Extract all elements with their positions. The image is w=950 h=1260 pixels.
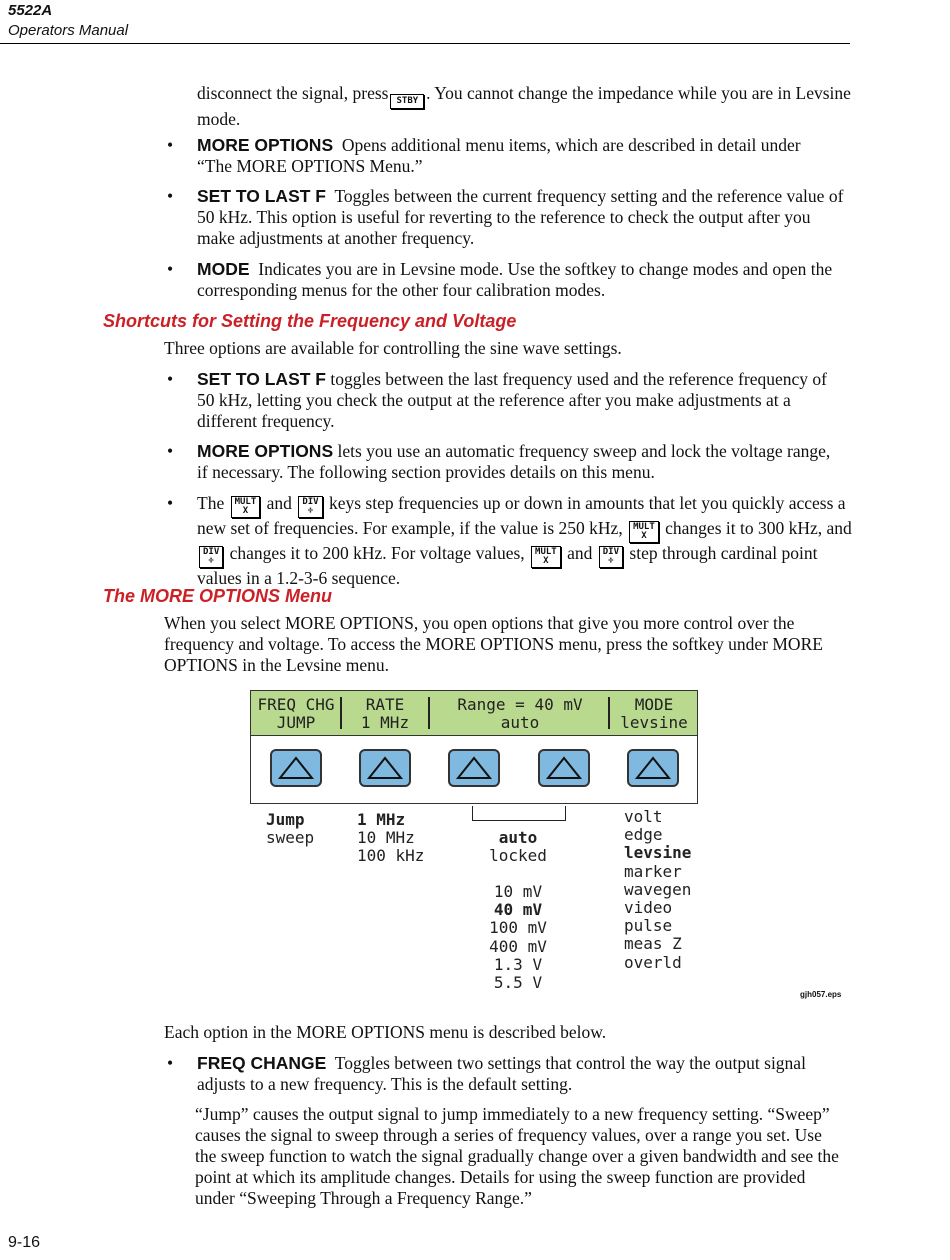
softkey-1[interactable] xyxy=(270,749,322,787)
div-key: DIV ÷ xyxy=(199,546,223,568)
bullet-set-to-last-f: • SET TO LAST F Toggles between the current frequency setting and the reference value of 50 kHz. This option is useful for reverting to the reference to check the output after you make adjustments at another frequency. xyxy=(167,186,844,248)
figure-id: gjh057.eps xyxy=(800,990,842,999)
div-key: DIV ÷ xyxy=(298,496,322,518)
bullet-more-options: • MORE OPTIONS Opens additional menu items, which are described in detail under “The MORE OPTIONS Menu.” xyxy=(167,135,801,176)
bullet-shortcut-set-to-last-f: • SET TO LAST F toggles between the last frequency used and the reference frequency of 50 kHz, letting you check the output at the reference after you make adjustments at a different frequency. xyxy=(167,369,827,431)
softkey-3[interactable] xyxy=(448,749,500,787)
lcd-display xyxy=(251,691,697,736)
menu-col-rate: 1 MHz 10 MHz 100 kHz xyxy=(357,810,425,866)
menu-col-range: auto locked xyxy=(489,828,547,866)
section-heading-shortcuts: Shortcuts for Setting the Frequency and Voltage xyxy=(103,311,517,331)
menu-col-voltages: 10 mV 40 mV 100 mV 400 mV 1.3 V 5.5 V xyxy=(489,882,547,993)
bullet-freq-change: • FREQ CHANGE Toggles between two settings that control the way the output signal adjusts to a new frequency. This is the default setting. xyxy=(167,1053,806,1094)
softkey-5[interactable] xyxy=(627,749,679,787)
up-triangle-icon xyxy=(633,754,673,782)
menu-col-mode: volt edge levsine marker wavegen video pulse meas Z overld xyxy=(624,807,692,972)
mult-key: MULT X xyxy=(629,521,659,543)
page-number: 9-16 xyxy=(8,1234,41,1251)
jump-sweep-paragraph: “Jump” causes the output signal to jump immediately to a new frequency setting. “Sweep” causes the signal to sweep through a series of frequency values, over a range you set. Use the sweep function to watch the signal gradually change over a given bandwidth and see the point at which its amplitude changes. Details for using the sweep function are provided under “Sweeping Through a Frequency Range.” xyxy=(195,1104,839,1208)
mult-key: MULT X xyxy=(531,546,561,568)
up-triangle-icon xyxy=(454,754,494,782)
softkey-4[interactable] xyxy=(538,749,590,787)
lcd-freq-chg: FREQ CHG JUMP xyxy=(257,695,335,732)
manual-subtitle: Operators Manual xyxy=(8,22,129,39)
manual-title: 5522A xyxy=(8,2,53,19)
lcd-separator xyxy=(340,697,342,729)
stby-key: STBY xyxy=(390,94,424,109)
mult-key: MULT X xyxy=(231,496,261,518)
lcd-mode: MODE levsine xyxy=(620,695,688,732)
up-triangle-icon xyxy=(365,754,405,782)
shortcuts-intro: Three options are available for controlling the sine wave settings. xyxy=(164,338,622,358)
div-key: DIV ÷ xyxy=(599,546,623,568)
bullet-shortcut-more-options: • MORE OPTIONS lets you use an automatic frequency sweep and lock the voltage range, if necessary. The following section provides details on this menu. xyxy=(167,441,831,482)
bullet-mult-div-keys: • The MULT X and DIV ÷ keys step frequencies up or down in amounts that let you quickly access a new set of frequencies. For example, if the value is 250 kHz, MULT X changes it to 300 kHz, and DIV ÷ changes it to 200 kHz. For voltage values, MULT X and DIV ÷ step through cardinal point values in a 1.2-3-6 sequence. xyxy=(167,493,852,588)
levsine-menu-figure xyxy=(250,690,698,804)
header-rule xyxy=(0,43,850,44)
section-heading-more-options: The MORE OPTIONS Menu xyxy=(103,586,333,606)
bullet-mode: • MODE Indicates you are in Levsine mode. Use the softkey to change modes and open the corresponding menus for the other four calibration modes. xyxy=(167,259,833,300)
softkey-2[interactable] xyxy=(359,749,411,787)
range-bracket xyxy=(472,806,566,821)
more-options-intro: When you select MORE OPTIONS, you open options that give you more control over the frequency and voltage. To access the MORE OPTIONS menu, press the softkey under MORE OPTIONS in the Levsine menu. xyxy=(164,613,823,675)
intro-paragraph: disconnect the signal, press STBY . You cannot change the impedance while you are in Levsine mode. xyxy=(197,83,851,129)
options-described-intro: Each option in the MORE OPTIONS menu is described below. xyxy=(164,1022,607,1042)
up-triangle-icon xyxy=(276,754,316,782)
lcd-separator xyxy=(608,697,610,729)
up-triangle-icon xyxy=(544,754,584,782)
lcd-rate: RATE 1 MHz xyxy=(360,695,410,732)
lcd-range: Range = 40 mV auto xyxy=(457,695,583,732)
menu-col-freq-chg: Jump sweep xyxy=(266,810,315,848)
lcd-separator xyxy=(428,697,430,729)
